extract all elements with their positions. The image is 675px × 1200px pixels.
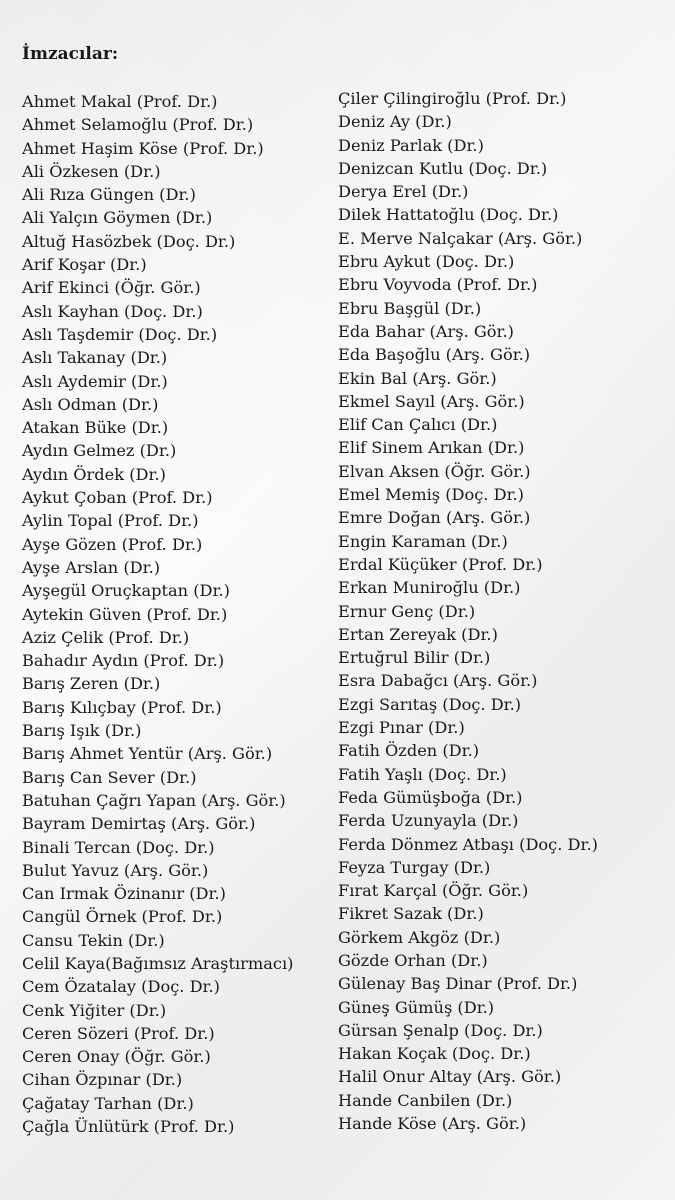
signatory-name: Hakan Koçak (Doç. Dr.) bbox=[338, 1044, 531, 1064]
signatory-name: Emel Memiş (Doç. Dr.) bbox=[338, 485, 524, 505]
signatory-name: Ferda Uzunyayla (Dr.) bbox=[338, 811, 519, 831]
signatory-name: Gözde Orhan (Dr.) bbox=[338, 950, 488, 970]
signatory-name: Ebru Aykut (Doç. Dr.) bbox=[338, 252, 515, 272]
signatory-name: Dilek Hattatoğlu (Doç. Dr.) bbox=[338, 205, 559, 225]
signatory-name: Aydın Gelmez (Dr.) bbox=[22, 441, 177, 461]
signatory-name: Emre Doğan (Arş. Gör.) bbox=[338, 508, 531, 528]
signatory-name: Engin Karaman (Dr.) bbox=[338, 531, 508, 551]
signatory-name: Fatih Özden (Dr.) bbox=[338, 741, 480, 761]
signatory-name: Arif Koşar (Dr.) bbox=[22, 255, 147, 275]
signatory-name: Elif Can Çalıcı (Dr.) bbox=[338, 415, 498, 435]
signatory-name: Batuhan Çağrı Yapan (Arş. Gör.) bbox=[22, 790, 286, 810]
signatory-name: Cihan Özpınar (Dr.) bbox=[22, 1070, 183, 1090]
signatory-name: Ekmel Sayıl (Arş. Gör.) bbox=[338, 391, 525, 411]
signatory-name: Aziz Çelik (Prof. Dr.) bbox=[22, 627, 190, 647]
signatory-name: Görkem Akgöz (Dr.) bbox=[338, 927, 501, 947]
signatory-name: Aykut Çoban (Prof. Dr.) bbox=[22, 488, 213, 508]
signatory-name: Eda Başoğlu (Arş. Gör.) bbox=[338, 345, 531, 365]
signatory-name: Ceren Onay (Öğr. Gör.) bbox=[22, 1047, 211, 1067]
signatory-name: Deniz Parlak (Dr.) bbox=[338, 135, 484, 155]
signatory-name: Ahmet Selamoğlu (Prof. Dr.) bbox=[22, 115, 254, 135]
signatory-name: Ahmet Makal (Prof. Dr.) bbox=[22, 92, 218, 111]
signatory-name: E. Merve Nalçakar (Arş. Gör.) bbox=[338, 228, 583, 248]
signatory-name: Aslı Takanay (Dr.) bbox=[22, 348, 168, 368]
signatory-name: Halil Onur Altay (Arş. Gör.) bbox=[338, 1067, 562, 1087]
signatory-name: Aytekin Güven (Prof. Dr.) bbox=[22, 604, 228, 624]
signatory-name: Aslı Kayhan (Doç. Dr.) bbox=[22, 301, 203, 321]
signatory-name: Can Irmak Özinanır (Dr.) bbox=[22, 884, 226, 904]
signatory-name: Barış Işık (Dr.) bbox=[22, 721, 142, 741]
signatory-name: Gülenay Baş Dinar (Prof. Dr.) bbox=[338, 974, 578, 994]
signatory-name: Esra Dabağcı (Arş. Gör.) bbox=[338, 671, 538, 691]
signatory-name: Erkan Muniroğlu (Dr.) bbox=[338, 578, 521, 598]
signatory-name: Denizcan Kutlu (Doç. Dr.) bbox=[338, 158, 548, 178]
signatory-name: Güneş Gümüş (Dr.) bbox=[338, 997, 495, 1017]
signatory-name: Barış Kılıçbay (Prof. Dr.) bbox=[22, 697, 222, 717]
signatory-name: Arif Ekinci (Öğr. Gör.) bbox=[22, 278, 201, 298]
signatory-name: Cansu Tekin (Dr.) bbox=[22, 930, 165, 950]
signatory-name: Elif Sinem Arıkan (Dr.) bbox=[338, 438, 525, 458]
signatory-name: Ekin Bal (Arş. Gör.) bbox=[338, 368, 497, 388]
signatory-name: Ebru Voyvoda (Prof. Dr.) bbox=[338, 275, 538, 295]
signatory-name: Ezgi Sarıtaş (Doç. Dr.) bbox=[338, 694, 522, 714]
signatory-name: Çiler Çilingiroğlu (Prof. Dr.) bbox=[338, 89, 567, 108]
signatory-name: Hande Köse (Arş. Gör.) bbox=[338, 1114, 527, 1134]
signatory-name: Aydın Ördek (Dr.) bbox=[22, 464, 166, 484]
signatory-name: Gürsan Şenalp (Doç. Dr.) bbox=[338, 1020, 543, 1040]
signatory-name: Deniz Ay (Dr.) bbox=[338, 112, 452, 132]
signatory-name: Feyza Turgay (Dr.) bbox=[338, 857, 491, 877]
signatory-name: Bayram Demirtaş (Arş. Gör.) bbox=[22, 814, 256, 834]
signatory-name: Cem Özatalay (Doç. Dr.) bbox=[22, 977, 220, 997]
signatory-name: Cenk Yiğiter (Dr.) bbox=[22, 1000, 167, 1020]
signatory-name: Ayşegül Oruçkaptan (Dr.) bbox=[22, 581, 230, 601]
signatory-name: Cangül Örnek (Prof. Dr.) bbox=[22, 907, 223, 927]
signatory-name: Elvan Aksen (Öğr. Gör.) bbox=[338, 461, 531, 481]
signatory-name: Bahadır Aydın (Prof. Dr.) bbox=[22, 651, 225, 671]
signatory-name: Fikret Sazak (Dr.) bbox=[338, 904, 484, 924]
signatory-name: Binali Tercan (Doç. Dr.) bbox=[22, 837, 215, 857]
signatory-name: Ali Yalçın Göymen (Dr.) bbox=[22, 208, 213, 228]
signatory-name: Atakan Büke (Dr.) bbox=[22, 418, 169, 438]
signatory-name: Ali Rıza Güngen (Dr.) bbox=[22, 185, 196, 205]
signatories-column-left bbox=[22, 90, 293, 1138]
signatory-name: Çağatay Tarhan (Dr.) bbox=[22, 1093, 194, 1113]
signatory-name: Barış Ahmet Yentür (Arş. Gör.) bbox=[22, 744, 273, 764]
signatory-name: Ayşe Arslan (Dr.) bbox=[22, 557, 161, 577]
signatory-name: Barış Zeren (Dr.) bbox=[22, 674, 161, 694]
signatory-name: Aslı Aydemir (Dr.) bbox=[22, 371, 168, 391]
signatory-name: Ali Özkesen (Dr.) bbox=[22, 161, 161, 181]
signatory-name: Altuğ Hasözbek (Doç. Dr.) bbox=[22, 231, 236, 251]
signatory-name: Aslı Taşdemir (Doç. Dr.) bbox=[22, 324, 218, 344]
signatory-name: Fatih Yaşlı (Doç. Dr.) bbox=[338, 764, 507, 784]
signatory-name: Barış Can Sever (Dr.) bbox=[22, 767, 197, 787]
signatory-name: Erdal Küçüker (Prof. Dr.) bbox=[338, 554, 543, 574]
signatory-name: Ertan Zereyak (Dr.) bbox=[338, 624, 498, 644]
signatory-name: Bulut Yavuz (Arş. Gör.) bbox=[22, 860, 209, 880]
signatory-name: Ayşe Gözen (Prof. Dr.) bbox=[22, 534, 203, 554]
signatory-name: Aslı Odman (Dr.) bbox=[22, 394, 159, 414]
signatory-name: Ezgi Pınar (Dr.) bbox=[338, 718, 465, 738]
signatory-name: Ceren Sözeri (Prof. Dr.) bbox=[22, 1023, 215, 1043]
signatory-name: Ahmet Haşim Köse (Prof. Dr.) bbox=[22, 138, 264, 158]
signatory-name: Ertuğrul Bilir (Dr.) bbox=[338, 648, 491, 668]
signatory-name: Feda Gümüşboğa (Dr.) bbox=[338, 787, 523, 807]
signatories-column-right bbox=[338, 87, 598, 1135]
signatory-name: Celil Kaya(Bağımsız Araştırmacı) bbox=[22, 953, 294, 973]
signatory-name: Ferda Dönmez Atbaşı (Doç. Dr.) bbox=[338, 834, 598, 854]
signatory-name: Hande Canbilen (Dr.) bbox=[338, 1090, 513, 1110]
signatory-name: Ernur Genç (Dr.) bbox=[338, 601, 476, 621]
signatory-name: Eda Bahar (Arş. Gör.) bbox=[338, 321, 514, 341]
signatory-name: Çağla Ünlütürk (Prof. Dr.) bbox=[22, 1117, 235, 1137]
signatory-name: Aylin Topal (Prof. Dr.) bbox=[22, 511, 199, 531]
signatory-name: Fırat Karçal (Öğr. Gör.) bbox=[338, 881, 529, 901]
signatory-name: Ebru Başgül (Dr.) bbox=[338, 298, 482, 318]
signatories-heading: İmzacılar: bbox=[22, 44, 119, 64]
signatory-name: Derya Erel (Dr.) bbox=[338, 182, 469, 202]
